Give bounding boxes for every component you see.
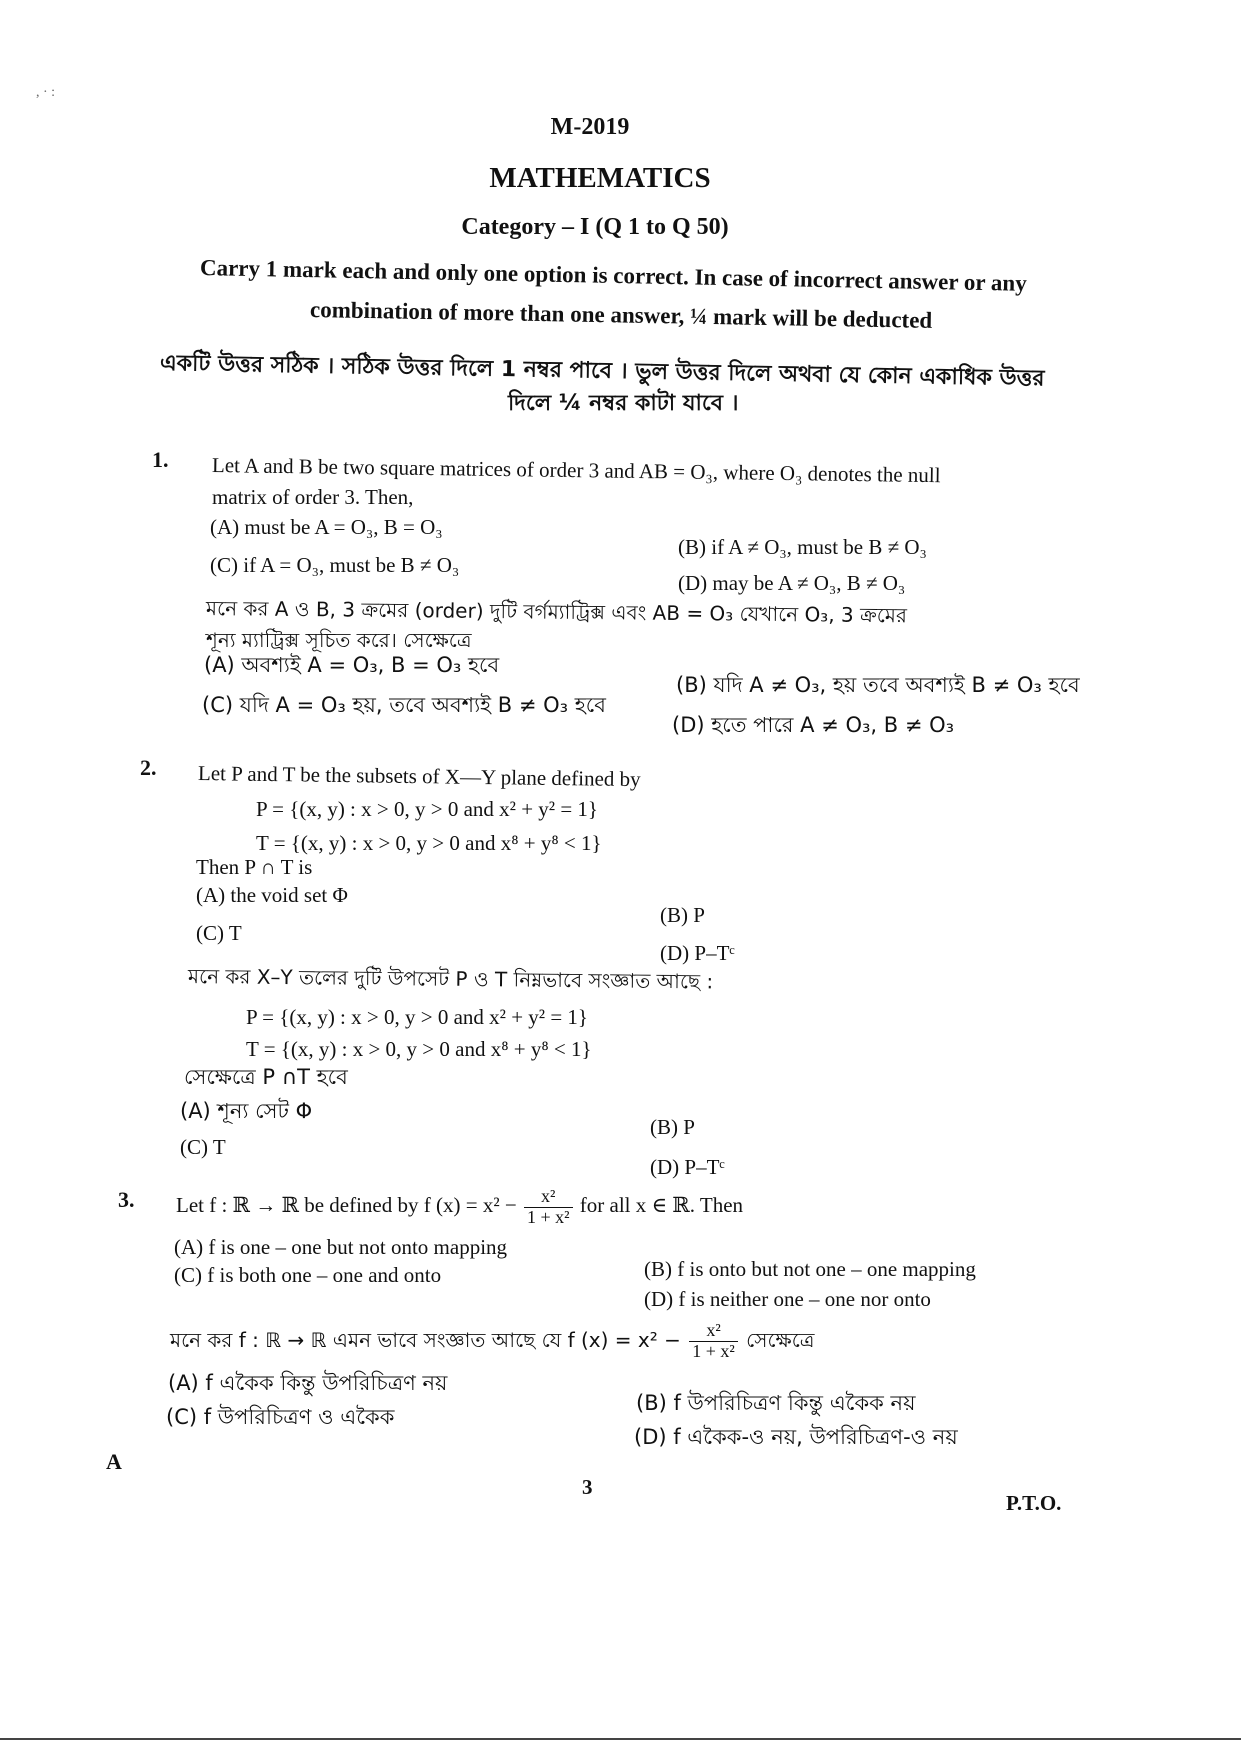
- option-c-bn[interactable]: (C) T: [180, 1135, 226, 1159]
- category-heading: Category – I (Q 1 to Q 50): [461, 214, 729, 240]
- option-d-bn[interactable]: (D) P–Tᶜ: [650, 1155, 725, 1179]
- subject-title: MATHEMATICS: [489, 162, 711, 194]
- question-number: 2.: [140, 755, 157, 780]
- question-text-en: [176, 1182, 743, 1228]
- question-text-bn-suffix: সেক্ষেত্রে: [746, 1328, 815, 1352]
- instructions-english-line2: combination of more than one answer, ¼ mark will be deducted: [309, 297, 933, 333]
- option-a[interactable]: (A) f is one – one but not onto mapping: [174, 1235, 508, 1259]
- bottom-edge-rule: [0, 1738, 1241, 1740]
- option-b-bn[interactable]: (B) যদি A ≠ O₃, হয় তবে অবশ্যই B ≠ O₃ হবে: [676, 673, 1080, 697]
- page-number: 3: [582, 1475, 593, 1499]
- option-c[interactable]: (C) if A = O₃, must be B ≠ O₃: [210, 553, 460, 577]
- question-text-en-prefix: Let f : ℝ → ℝ be defined by f (x) = x² −: [176, 1193, 517, 1217]
- paper-code: M-2019: [550, 114, 630, 140]
- option-a-bn[interactable]: (A) শূন্য সেট Φ: [180, 1099, 313, 1123]
- option-d[interactable]: (D) P–Tᶜ: [660, 941, 735, 965]
- scan-specks: , · :: [36, 85, 56, 100]
- option-b[interactable]: (B) f is onto but not one – one mapping: [644, 1257, 976, 1281]
- option-b[interactable]: (B) if A ≠ O₃, must be B ≠ O₃: [678, 535, 927, 559]
- option-d[interactable]: (D) f is neither one – one nor onto: [644, 1287, 931, 1311]
- question-text-en-line1: Let P and T be the subsets of X—Y plane defined by: [197, 761, 641, 792]
- set-code: A: [106, 1449, 122, 1474]
- question-text-en-line2: matrix of order 3. Then,: [212, 485, 414, 509]
- question-text-bn-line2: শূন্য ম্যাট্রিক্স সূচিত করে। সেক্ষেত্রে: [206, 628, 472, 652]
- question-text-bn-prefix: মনে কর f : ℝ → ℝ এমন ভাবে সংজ্ঞাত আছে যে f (x) = x² −: [170, 1328, 681, 1352]
- instructions-bengali-line2: দিলে ¼ নম্বর কাটা যাবে ।: [508, 391, 739, 416]
- instructions-bengali-line1: একটি উত্তর সঠিক । সঠিক উত্তর দিলে 1 নম্বর পাবে । ভুল উত্তর দিলে অথবা যে কোন একাধিক উত্তর: [159, 351, 1045, 392]
- question-number: 3.: [118, 1187, 135, 1212]
- question-then: Then P ∩ T is: [196, 855, 313, 879]
- fraction-denominator: 1 + x²: [692, 1341, 735, 1361]
- question-text-bn-line1: মনে কর A ও B, 3 ক্রমের (order) দুটি বর্গম্যাট্রিক্স এবং AB = O₃ যেখানে O₃, 3 ক্রমের: [205, 596, 908, 628]
- option-b[interactable]: (B) P: [660, 903, 705, 927]
- option-d-bn[interactable]: (D) f একৈক-ও নয়, উপরিচিত্রণ-ও নয়: [634, 1425, 958, 1449]
- set-t-definition-bn: T = {(x, y) : x > 0, y > 0 and x⁸ + y⁸ < 1}: [246, 1037, 592, 1061]
- option-d-bn[interactable]: (D) হতে পারে A ≠ O₃, B ≠ O₃: [672, 713, 955, 737]
- option-c[interactable]: (C) T: [196, 921, 242, 945]
- pto-note: P.T.O.: [1006, 1491, 1062, 1515]
- fraction-denominator: 1 + x²: [526, 1206, 570, 1227]
- set-p-definition-bn: P = {(x, y) : x > 0, y > 0 and x² + y² = 1}: [246, 1005, 589, 1029]
- set-p-definition: P = {(x, y) : x > 0, y > 0 and x² + y² = 1}: [256, 797, 599, 821]
- option-c-bn[interactable]: (C) f উপরিচিত্রণ ও একৈক: [166, 1405, 395, 1429]
- set-t-definition: T = {(x, y) : x > 0, y > 0 and x⁸ + y⁸ < 1}: [256, 831, 602, 855]
- option-a[interactable]: (A) must be A = O₃, B = O₃: [210, 515, 443, 539]
- option-c[interactable]: (C) f is both one – one and onto: [174, 1263, 442, 1287]
- option-b-bn[interactable]: (B) f উপরিচিত্রণ কিন্তু একৈক নয়: [636, 1391, 916, 1415]
- question-text-en-line1: Let A and B be two square matrices of order 3 and AB = O₃, where O₃ denotes the null: [211, 453, 941, 488]
- option-a[interactable]: (A) the void set Φ: [196, 883, 348, 907]
- fraction: [524, 1187, 573, 1228]
- question-text-bn: [170, 1316, 814, 1364]
- question-text-en-suffix: for all x ∈ ℝ. Then: [579, 1193, 744, 1217]
- fraction-numerator: x²: [524, 1187, 573, 1208]
- question-then-bn: সেক্ষেত্রে P ∩T হবে: [184, 1065, 348, 1089]
- option-a-bn[interactable]: (A) অবশ্যই A = O₃, B = O₃ হবে: [204, 653, 500, 677]
- option-a-bn[interactable]: (A) f একৈক কিন্তু উপরিচিত্রণ নয়: [168, 1371, 448, 1395]
- option-b-bn[interactable]: (B) P: [650, 1115, 695, 1139]
- fraction-bn: [689, 1321, 738, 1362]
- option-d[interactable]: (D) may be A ≠ O₃, B ≠ O₃: [678, 571, 906, 595]
- fraction-numerator: x²: [689, 1321, 738, 1342]
- option-c-bn[interactable]: (C) যদি A = O₃ হয়, তবে অবশ্যই B ≠ O₃ হবে: [202, 693, 606, 717]
- question-text-bn-line1: মনে কর X–Y তলের দুটি উপসেট P ও T নিম্নভাবে সংজ্ঞাত আছে :: [187, 964, 714, 994]
- question-number: 1.: [152, 447, 169, 472]
- instructions-english-line1: Carry 1 mark each and only one option is correct. In case of incorrect answer or any: [199, 255, 1027, 296]
